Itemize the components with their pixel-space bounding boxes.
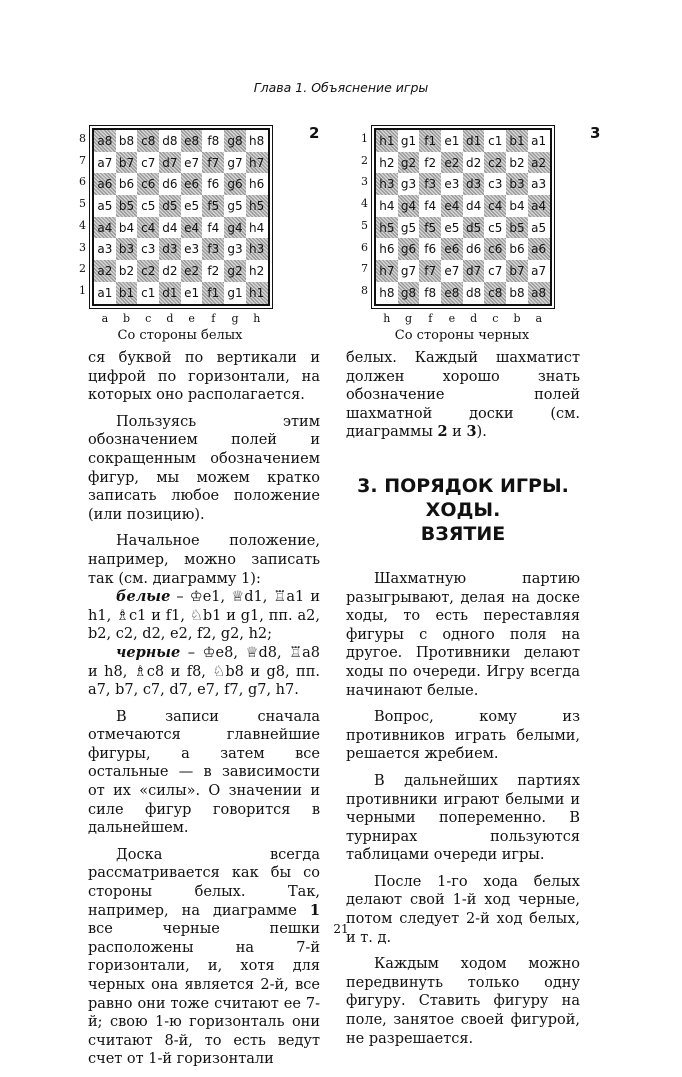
white-position: – ♔e1, ♕d1, ♖a1 и h1, ♗c1 и f1, ♘b1 и g1, пп. a2, b2, c2, d2, e2, f2, g2, h2;: [88, 589, 320, 643]
board-square: g4: [398, 195, 420, 217]
board-square: e2: [181, 260, 203, 282]
board-square: g3: [398, 173, 420, 195]
white-notation: [88, 588, 320, 644]
board-square: e2: [441, 152, 463, 174]
board-square: c8: [137, 130, 159, 152]
board-square: f8: [202, 130, 224, 152]
board-square: c3: [484, 173, 506, 195]
board-square: f5: [202, 195, 224, 217]
file-label: g: [405, 311, 413, 325]
board-square: e8: [181, 130, 203, 152]
board-square: a6: [94, 173, 116, 195]
board-square: c4: [484, 195, 506, 217]
board-square: a3: [528, 173, 550, 195]
board-square: d6: [463, 238, 485, 260]
section-heading: [346, 474, 580, 546]
rank-label: 1: [361, 132, 368, 145]
diagram-ref: 3: [466, 423, 477, 441]
chessboard-white-view: [92, 128, 270, 306]
board-square: d4: [463, 195, 485, 217]
board-square: b4: [506, 195, 528, 217]
board-square: h2: [376, 152, 398, 174]
board-square: f2: [419, 152, 441, 174]
board-square: e4: [441, 195, 463, 217]
paragraph: Начальное положение, например, можно записать так (см. диаграмму 1):: [88, 533, 320, 587]
chapter-header: Глава 1. Объяснение игры: [253, 80, 429, 95]
board-square: g2: [224, 260, 246, 282]
board-square: a8: [94, 130, 116, 152]
text-run: и: [447, 424, 467, 441]
board-square: g7: [224, 152, 246, 174]
board-square: d2: [159, 260, 181, 282]
board-square: c6: [484, 238, 506, 260]
board-square: c7: [484, 260, 506, 282]
board-square: f3: [419, 173, 441, 195]
file-label: d: [166, 311, 174, 325]
board-square: c5: [137, 195, 159, 217]
board-square: d6: [159, 173, 181, 195]
board-square: c7: [137, 152, 159, 174]
board-square: a2: [528, 152, 550, 174]
heading-line: 3. ПОРЯДОК ИГРЫ.: [357, 474, 569, 497]
board-square: e1: [181, 282, 203, 304]
board-square: d5: [463, 217, 485, 239]
diagram-caption: Со стороны белых: [117, 328, 243, 343]
file-label: g: [231, 311, 239, 325]
file-label: h: [253, 311, 261, 325]
board-square: f3: [202, 238, 224, 260]
board-square: e1: [441, 130, 463, 152]
diagram-ref: 2: [437, 423, 448, 441]
board-square: e5: [181, 195, 203, 217]
board-square: f1: [202, 282, 224, 304]
board-square: e7: [441, 260, 463, 282]
board-square: b6: [116, 173, 138, 195]
rank-label: 4: [79, 218, 86, 232]
board-square: h5: [376, 217, 398, 239]
rank-label: 8: [79, 132, 86, 145]
board-square: e5: [441, 217, 463, 239]
file-label: f: [211, 311, 216, 325]
board-square: d2: [463, 152, 485, 174]
file-label: c: [492, 311, 499, 325]
board-square: h1: [246, 282, 268, 304]
board-square: e3: [441, 173, 463, 195]
rank-label: 1: [79, 283, 86, 297]
board-square: f6: [202, 173, 224, 195]
board-square: b8: [506, 282, 528, 304]
diagram-ref: 1: [309, 901, 320, 919]
board-square: f7: [202, 152, 224, 174]
page-number: 21: [333, 922, 349, 936]
board-square: a2: [94, 260, 116, 282]
board-square: e6: [441, 238, 463, 260]
board-square: f5: [419, 217, 441, 239]
board-square: h8: [246, 130, 268, 152]
rank-label: 3: [361, 175, 368, 189]
file-label: a: [535, 311, 543, 325]
board-square: f7: [419, 260, 441, 282]
rank-label: 8: [361, 283, 368, 297]
diagram-number: 2: [309, 124, 320, 142]
board-square: e4: [181, 217, 203, 239]
board-square: g6: [224, 173, 246, 195]
board-square: g4: [224, 217, 246, 239]
board-square: f1: [419, 130, 441, 152]
paragraph: ся буквой по вертикали и цифрой по горизонтали, на которых оно располагается.: [88, 350, 320, 404]
board-square: h6: [246, 173, 268, 195]
board-square: d8: [463, 282, 485, 304]
board-square: h5: [246, 195, 268, 217]
board-square: a4: [528, 195, 550, 217]
board-square: e3: [181, 238, 203, 260]
file-label: e: [448, 311, 456, 325]
text-run: белых. Каждый шахматист должен хорошо знать обозначение полей шахматной доски (см. диаграммы: [346, 350, 580, 441]
board-square: a7: [528, 260, 550, 282]
board-square: c2: [137, 260, 159, 282]
board-square: b7: [506, 260, 528, 282]
board-square: a1: [528, 130, 550, 152]
board-square: d7: [463, 260, 485, 282]
board-square: d3: [159, 238, 181, 260]
rank-label: 2: [79, 262, 86, 276]
board-square: b3: [116, 238, 138, 260]
board-square: d8: [159, 130, 181, 152]
paragraph: Каждым ходом можно передвинуть только одну фигуру. Ставить фигуру на поле, занятое своей фигурой, не разрешается.: [346, 956, 580, 1047]
paragraph: [346, 349, 580, 442]
board-square: b1: [506, 130, 528, 152]
rank-label: 5: [361, 218, 368, 232]
board-square: g5: [398, 217, 420, 239]
board-square: b2: [116, 260, 138, 282]
board-square: h1: [376, 130, 398, 152]
board-square: g8: [224, 130, 246, 152]
paragraph: Шахматную партию разыгрывают, делая на доске ходы, то есть переставляя фигуры с одного поля на другое. Противники делают ходы по очереди. Игру всегда начинают белые.: [346, 570, 580, 699]
board-square: f4: [419, 195, 441, 217]
board-square: a5: [94, 195, 116, 217]
rank-label: 7: [79, 153, 86, 167]
diagram-number: 3: [590, 124, 601, 142]
board-square: h8: [376, 282, 398, 304]
board-square: b5: [116, 195, 138, 217]
board-square: e8: [441, 282, 463, 304]
board-square: b6: [506, 238, 528, 260]
board-square: c5: [484, 217, 506, 239]
board-square: b4: [116, 217, 138, 239]
board-square: g6: [398, 238, 420, 260]
board-square: c8: [484, 282, 506, 304]
board-square: c2: [484, 152, 506, 174]
board-square: b2: [506, 152, 528, 174]
board-square: g5: [224, 195, 246, 217]
rank-label: 6: [361, 240, 368, 254]
board-square: e6: [181, 173, 203, 195]
board-square: a7: [94, 152, 116, 174]
paragraph: После 1-го хода белых делают свой 1-й ход черные, потом следует 2-й ход белых, и т. д.: [346, 873, 580, 946]
black-notation: [88, 644, 320, 700]
board-square: c1: [484, 130, 506, 152]
black-position: – ♔e8, ♕d8, ♖a8 и h8, ♗c8 и f8, ♘b8 и g8, пп. a7, b7, c7, d7, e7, f7, g7, h7.: [88, 644, 320, 699]
diagram-caption: Со стороны черных: [394, 328, 530, 343]
white-label: белые: [116, 588, 171, 606]
board-square: a6: [528, 238, 550, 260]
board-square: d1: [159, 282, 181, 304]
board-square: g8: [398, 282, 420, 304]
black-label: черные: [116, 643, 181, 661]
board-square: h7: [376, 260, 398, 282]
rank-label: 5: [79, 197, 86, 211]
paragraph: В записи сначала отмечаются главнейшие фигуры, а затем все остальные — в зависимости от их «силы». О значении и силе фигур говорится в дальнейшем.: [88, 708, 320, 837]
board-square: b1: [116, 282, 138, 304]
paragraph: Вопрос, кому из противников играть белыми, решается жребием.: [346, 709, 580, 763]
board-square: h6: [376, 238, 398, 260]
board-square: c3: [137, 238, 159, 260]
file-label: h: [383, 311, 391, 325]
board-square: h4: [376, 195, 398, 217]
text-run: ).: [476, 424, 487, 441]
rank-label: 2: [361, 153, 368, 167]
file-label: d: [470, 311, 478, 325]
board-square: g1: [398, 130, 420, 152]
rank-label: 7: [361, 262, 368, 276]
board-square: d7: [159, 152, 181, 174]
chessboard-black-view: [374, 128, 552, 306]
paragraph: [88, 846, 320, 1069]
board-square: h3: [376, 173, 398, 195]
board-square: h2: [246, 260, 268, 282]
board-square: e7: [181, 152, 203, 174]
file-label: b: [513, 311, 521, 325]
board-square: f4: [202, 217, 224, 239]
board-square: a5: [528, 217, 550, 239]
board-square: b5: [506, 217, 528, 239]
file-label: c: [145, 311, 152, 325]
board-square: a1: [94, 282, 116, 304]
file-label: a: [101, 311, 109, 325]
left-column: [88, 349, 320, 1077]
board-square: g3: [224, 238, 246, 260]
file-label: e: [188, 311, 195, 325]
board-square: h4: [246, 217, 268, 239]
file-label: b: [123, 311, 131, 325]
heading-line: ХОДЫ.: [425, 498, 501, 521]
rank-label: 3: [79, 240, 86, 254]
board-square: d1: [463, 130, 485, 152]
text-run: все черные пешки расположены на 7-й горизонтали, и, хотя для черных она является 2-й, все равно они тоже считают ее 7-й; свою 1-ю горизонталь они считают 8-й, то есть ведут счет от 1-й горизонтали: [88, 921, 320, 1068]
board-square: h7: [246, 152, 268, 174]
text-run: Доска всегда рассматривается как бы со стороны белых. Так, например, на диаграмме: [88, 846, 320, 919]
board-square: d4: [159, 217, 181, 239]
board-square: f6: [419, 238, 441, 260]
board-square: c4: [137, 217, 159, 239]
board-square: c6: [137, 173, 159, 195]
paragraph: В дальнейших партиях противники играют белыми и черными попеременно. В турнирах пользуются таблицами очереди игры.: [346, 772, 580, 864]
board-square: d3: [463, 173, 485, 195]
rank-label: 6: [79, 175, 86, 189]
board-square: b7: [116, 152, 138, 174]
board-square: a8: [528, 282, 550, 304]
board-square: c1: [137, 282, 159, 304]
heading-line: ВЗЯТИЕ: [420, 522, 506, 545]
board-square: g7: [398, 260, 420, 282]
board-square: a3: [94, 238, 116, 260]
file-label: f: [428, 311, 433, 325]
board-square: f2: [202, 260, 224, 282]
board-square: b3: [506, 173, 528, 195]
rank-label: 4: [361, 197, 368, 211]
board-square: g2: [398, 152, 420, 174]
board-square: b8: [116, 130, 138, 152]
board-square: f8: [419, 282, 441, 304]
board-square: a4: [94, 217, 116, 239]
right-column: [346, 349, 580, 1056]
board-square: h3: [246, 238, 268, 260]
board-square: g1: [224, 282, 246, 304]
board-square: d5: [159, 195, 181, 217]
paragraph: Пользуясь этим обозначением полей и сокращенным обозначением фигур, мы можем кратко записать любое положение (или позицию).: [88, 413, 320, 523]
